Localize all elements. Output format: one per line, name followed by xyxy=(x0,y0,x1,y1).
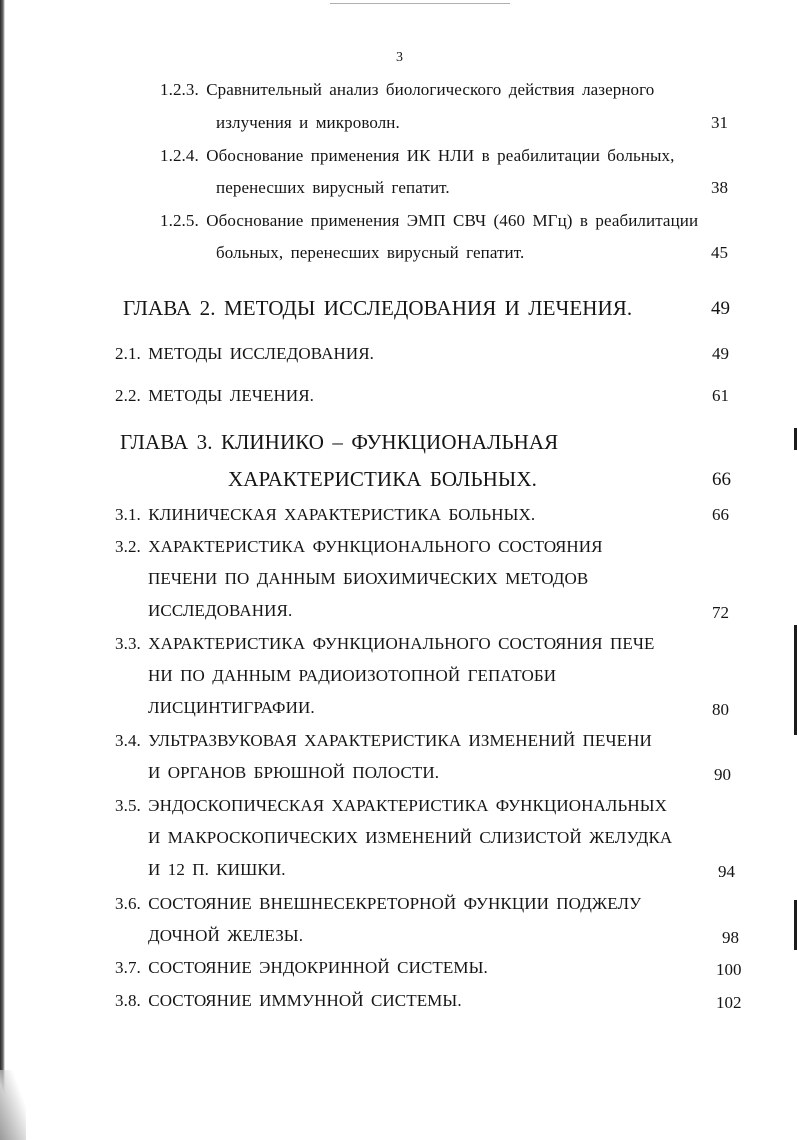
toc-entry-3-4-line2: И ОРГАНОВ БРЮШНОЙ ПОЛОСТИ. xyxy=(148,763,440,782)
toc-chapter-3-page: 66 xyxy=(712,469,731,490)
toc-entry-3-7: 3.7. СОСТОЯНИЕ ЭНДОКРИННОЙ СИСТЕМЫ. xyxy=(115,958,488,977)
toc-entry-3-5-page: 94 xyxy=(718,862,735,881)
toc-chapter-2-title: ГЛАВА 2. МЕТОДЫ ИССЛЕДОВАНИЯ И ЛЕЧЕНИЯ. xyxy=(123,296,633,320)
toc-entry-3-3-line3: ЛИСЦИНТИГРАФИИ. xyxy=(148,698,315,717)
toc-entry-1-2-3-line1: 1.2.3. Сравнительный анализ биологического действия лазерного xyxy=(160,80,655,99)
toc-entry-3-2-page: 72 xyxy=(712,603,729,622)
toc-chapter-3-line1: ГЛАВА 3. КЛИНИКО – ФУНКЦИОНАЛЬНАЯ xyxy=(120,430,559,454)
toc-entry-3-4-page: 90 xyxy=(714,765,731,784)
toc-entry-1-2-4-page: 38 xyxy=(711,178,728,197)
page-number: 3 xyxy=(396,50,403,65)
toc-entry-1-2-4-line2: перенесших вирусный гепатит. xyxy=(216,178,450,197)
toc-entry-1-2-3-page: 31 xyxy=(711,113,728,132)
toc-entry-3-6-page: 98 xyxy=(722,928,739,947)
toc-entry-3-2-line3: ИССЛЕДОВАНИЯ. xyxy=(148,601,293,620)
toc-entry-3-3-page: 80 xyxy=(712,700,729,719)
scan-edge-top xyxy=(330,3,510,4)
toc-entry-3-8-page: 102 xyxy=(716,993,742,1012)
toc-entry-3-5-line2: И МАКРОСКОПИЧЕСКИХ ИЗМЕНЕНИЙ СЛИЗИСТОЙ ЖЕЛУДКА xyxy=(148,828,673,847)
toc-entry-3-5-line1: 3.5. ЭНДОСКОПИЧЕСКАЯ ХАРАКТЕРИСТИКА ФУНКЦИОНАЛЬНЫХ xyxy=(115,796,668,815)
toc-entry-3-5-line3: И 12 П. КИШКИ. xyxy=(148,860,286,879)
scan-corner-artifact xyxy=(0,1070,26,1140)
toc-entry-2-2: 2.2. МЕТОДЫ ЛЕЧЕНИЯ. xyxy=(115,386,315,405)
toc-entry-3-7-page: 100 xyxy=(716,960,742,979)
toc-entry-2-2-page: 61 xyxy=(712,386,729,405)
toc-chapter-2-page: 49 xyxy=(711,298,730,319)
toc-entry-3-3-line1: 3.3. ХАРАКТЕРИСТИКА ФУНКЦИОНАЛЬНОГО СОСТОЯНИЯ ПЕЧЕ xyxy=(115,634,655,653)
toc-entry-3-1: 3.1. КЛИНИЧЕСКАЯ ХАРАКТЕРИСТИКА БОЛЬНЫХ. xyxy=(115,505,536,524)
toc-entry-1-2-5-page: 45 xyxy=(711,243,728,262)
toc-entry-3-8: 3.8. СОСТОЯНИЕ ИММУННОЙ СИСТЕМЫ. xyxy=(115,991,462,1010)
scan-edge-left xyxy=(0,0,5,1140)
toc-entry-3-2-line2: ПЕЧЕНИ ПО ДАННЫМ БИОХИМИЧЕСКИХ МЕТОДОВ xyxy=(148,569,589,588)
toc-entry-3-4-line1: 3.4. УЛЬТРАЗВУКОВАЯ ХАРАКТЕРИСТИКА ИЗМЕНЕНИЙ ПЕЧЕНИ xyxy=(115,731,652,750)
toc-entry-3-6-line2: ДОЧНОЙ ЖЕЛЕЗЫ. xyxy=(148,926,304,945)
toc-entry-3-3-line2: НИ ПО ДАННЫМ РАДИОИЗОТОПНОЙ ГЕПАТОБИ xyxy=(148,666,557,685)
toc-entry-3-1-page: 66 xyxy=(712,505,729,524)
toc-entry-3-6-line1: 3.6. СОСТОЯНИЕ ВНЕШНЕСЕКРЕТОРНОЙ ФУНКЦИИ ПОДЖЕЛУ xyxy=(115,894,642,913)
toc-entry-1-2-3-line2: излучения и микроволн. xyxy=(216,113,400,132)
toc-entry-1-2-5-line1: 1.2.5. Обоснование применения ЭМП СВЧ (460 МГц) в реабилитации xyxy=(160,211,699,230)
toc-entry-2-1-page: 49 xyxy=(712,344,729,363)
toc-entry-1-2-5-line2: больных, перенесших вирусный гепатит. xyxy=(216,243,525,262)
toc-entry-3-2-line1: 3.2. ХАРАКТЕРИСТИКА ФУНКЦИОНАЛЬНОГО СОСТОЯНИЯ xyxy=(115,537,603,556)
toc-chapter-3-line2: ХАРАКТЕРИСТИКА БОЛЬНЫХ. xyxy=(228,467,537,491)
toc-entry-1-2-4-line1: 1.2.4. Обоснование применения ИК НЛИ в реабилитации больных, xyxy=(160,146,675,165)
toc-entry-2-1: 2.1. МЕТОДЫ ИССЛЕДОВАНИЯ. xyxy=(115,344,375,363)
